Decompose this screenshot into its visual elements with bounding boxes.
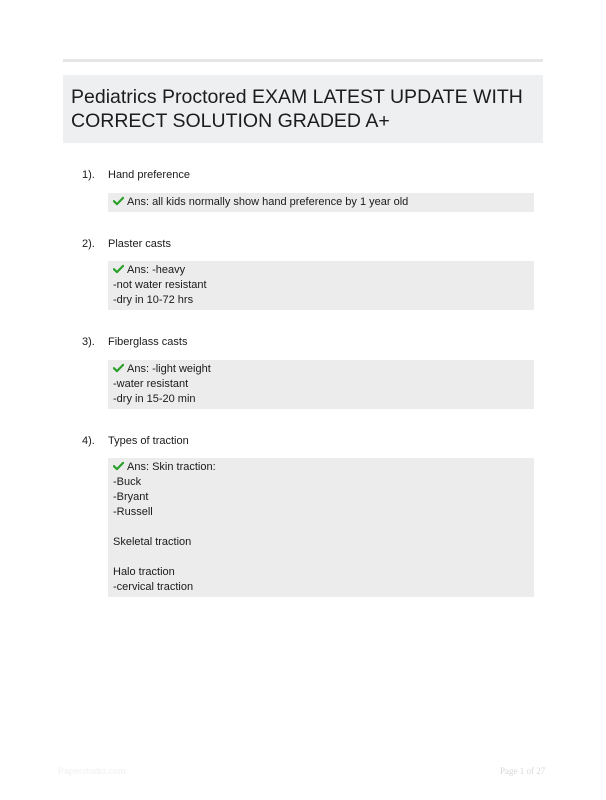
- answer-text: Ans: Skin traction:: [127, 461, 216, 473]
- answer-line: [113, 263, 529, 278]
- page-title: Pediatrics Proctored EXAM LATEST UPDATE WITH CORRECT SOLUTION GRADED A+: [71, 86, 523, 132]
- answer-line: [113, 550, 529, 565]
- question-text: Types of traction: [108, 435, 189, 447]
- question-number: 1).: [82, 169, 95, 181]
- answer-text: Ans: -light weight: [127, 363, 211, 375]
- check-icon: [113, 363, 124, 373]
- title-banner: [63, 75, 543, 143]
- answer-line: [113, 535, 529, 550]
- answer-text: -Bryant: [113, 491, 149, 503]
- question-number: 4).: [82, 435, 95, 447]
- answer-line: [113, 490, 529, 505]
- page-indicator: Page 1 of 27: [500, 766, 546, 776]
- check-icon: [113, 461, 124, 471]
- answer-line: [113, 505, 529, 520]
- question-number: 3).: [82, 336, 95, 348]
- answer-line: [113, 520, 529, 535]
- question-number: 2).: [82, 238, 95, 250]
- question-text: Fiberglass casts: [108, 336, 188, 348]
- answer-text: -Buck: [113, 476, 142, 488]
- answer-box: [108, 360, 534, 409]
- footer-watermark: Paperstudio.com: [58, 766, 126, 776]
- question-text: Plaster casts: [108, 238, 171, 250]
- answer-text: -Russell: [113, 506, 153, 518]
- answer-box: [108, 261, 534, 310]
- answer-line: [113, 460, 529, 475]
- answer-line: [113, 362, 529, 377]
- answer-line: [113, 580, 529, 595]
- answer-text: -water resistant: [113, 378, 189, 390]
- answer-box: [108, 193, 534, 212]
- answer-text: Skeletal traction: [113, 536, 192, 548]
- answer-line: [113, 475, 529, 490]
- answer-line: [113, 278, 529, 293]
- answer-text: -cervical traction: [113, 581, 194, 593]
- answer-text: -dry in 15-20 min: [113, 393, 196, 405]
- answer-box: [108, 458, 534, 597]
- answer-line: [113, 195, 529, 210]
- answer-line: [113, 293, 529, 308]
- check-icon: [113, 196, 124, 206]
- answer-text: -not water resistant: [113, 279, 207, 291]
- check-icon: [113, 264, 124, 274]
- answer-text: -dry in 10-72 hrs: [113, 294, 194, 306]
- answer-text: Ans: all kids normally show hand preference by 1 year old: [127, 196, 409, 208]
- answer-line: [113, 377, 529, 392]
- answer-text: Ans: -heavy: [127, 264, 186, 276]
- question-text: Hand preference: [108, 169, 190, 181]
- answer-text: Halo traction: [113, 566, 175, 578]
- answer-line: [113, 565, 529, 580]
- answer-line: [113, 392, 529, 407]
- top-divider: [63, 59, 543, 62]
